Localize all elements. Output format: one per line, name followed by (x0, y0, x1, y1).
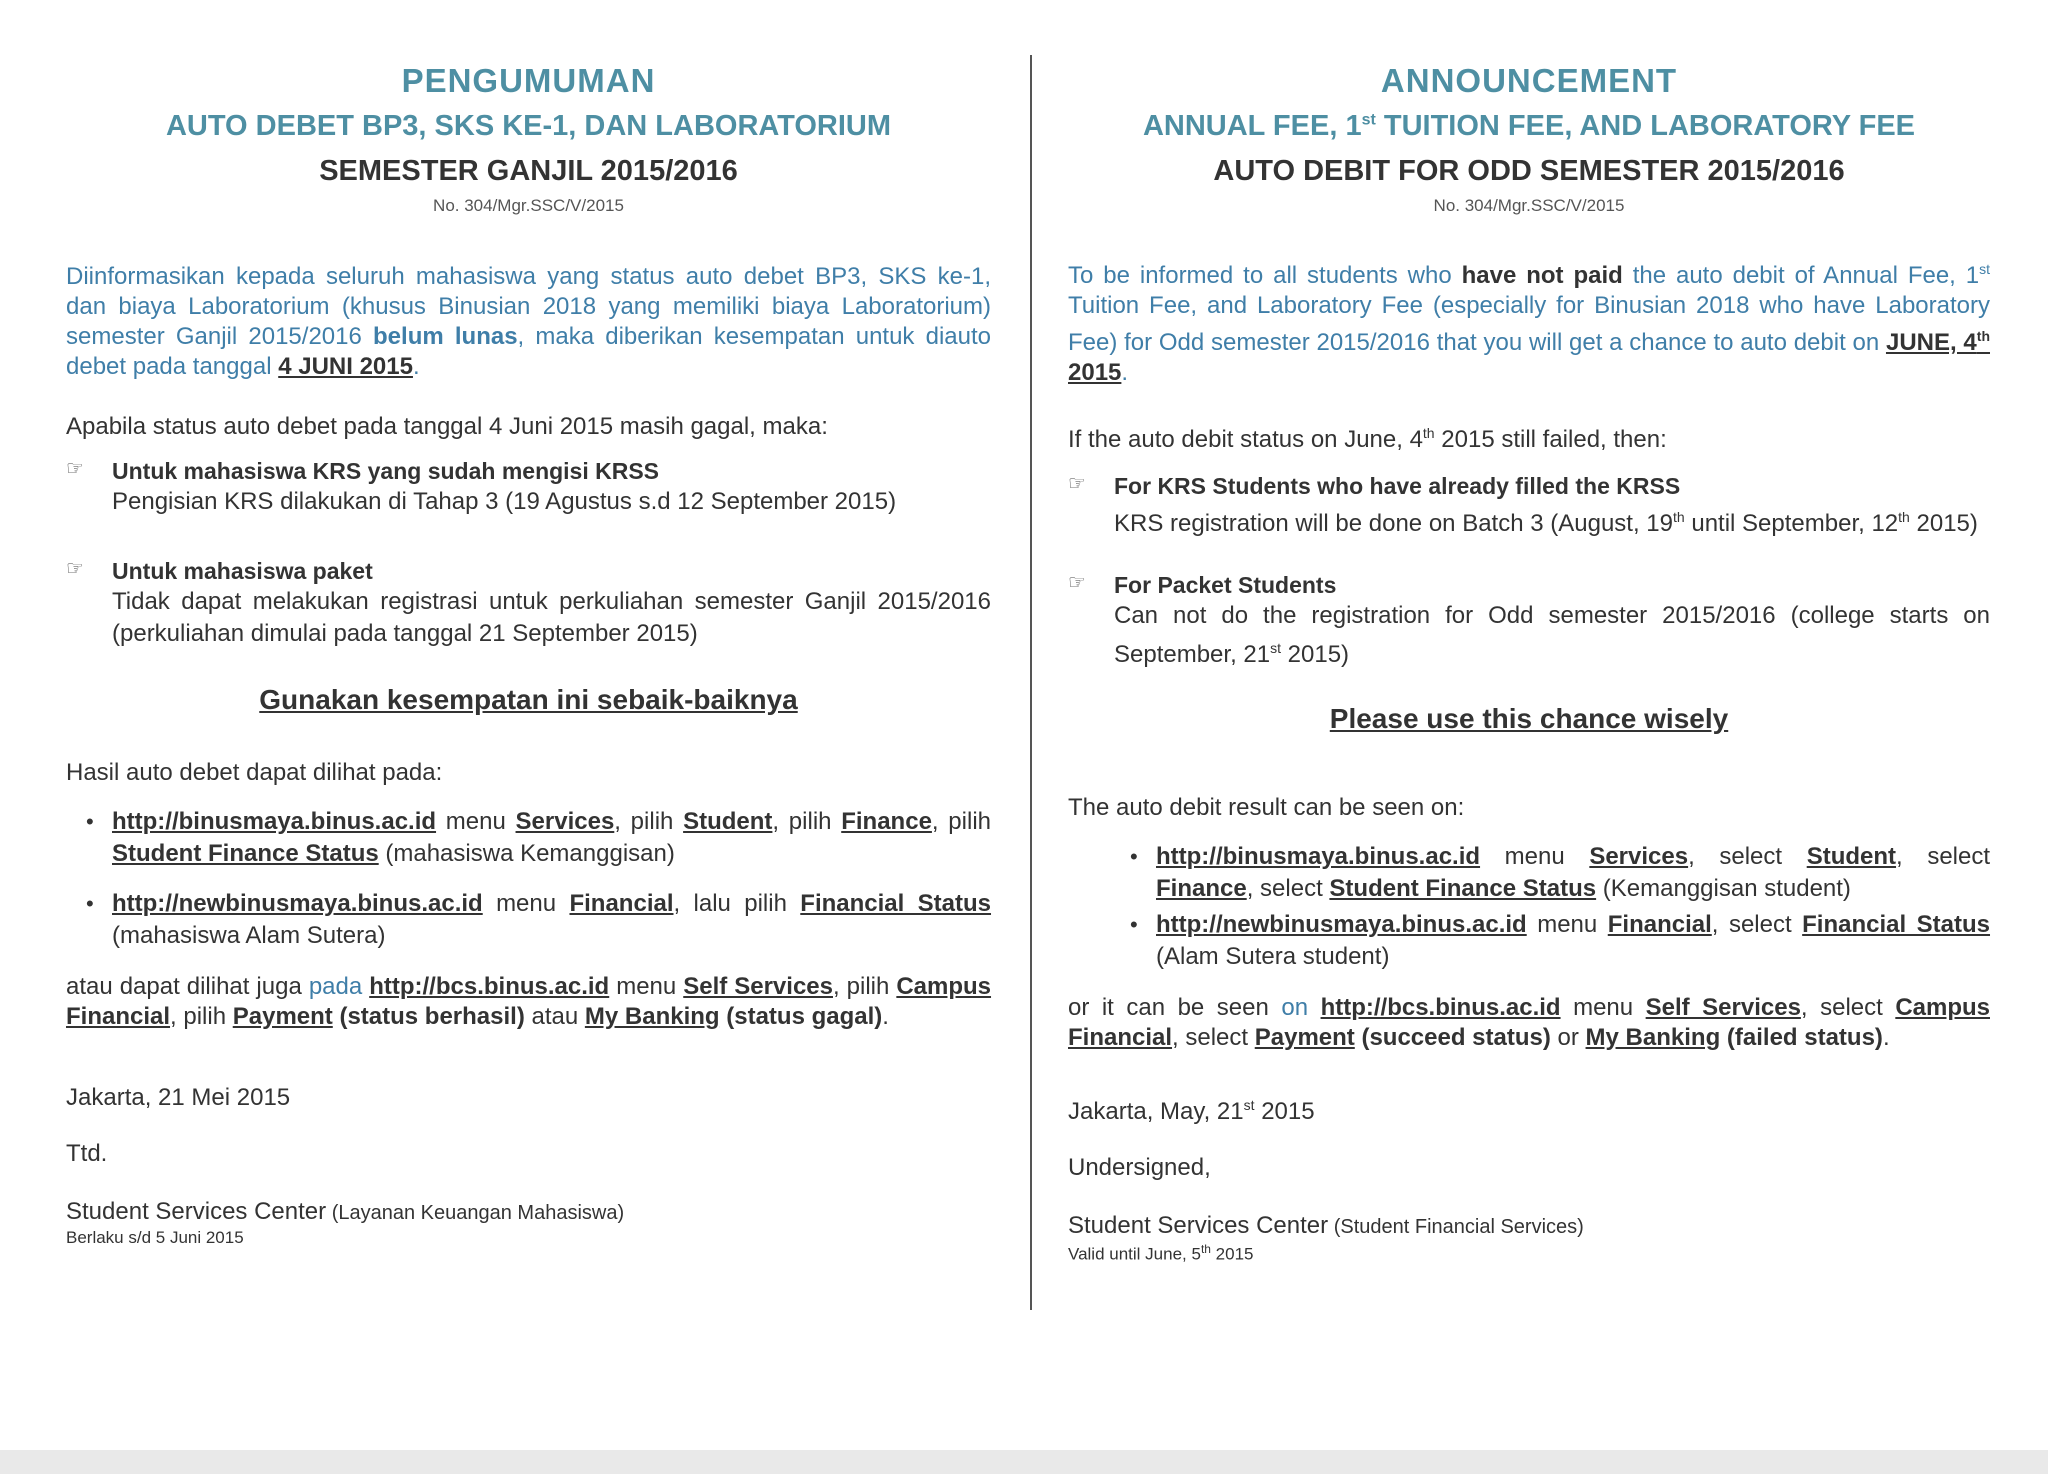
right-intro-date: JUNE, 4th 2015 (1068, 328, 1990, 386)
left-link-item: • http://newbinusmaya.binus.ac.id menu Financial, lalu pilih Financial Status (mahasiswa Alam Sutera) (66, 888, 991, 952)
right-bullet-packet (1068, 570, 1990, 671)
right-slogan: Please use this chance wisely (1329, 703, 1729, 734)
right-intro: To be informed to all students who have not paid the auto debit of Annual Fee, 1st Tuition Fee, and Laboratory Fee (especially for Binusian 2018 who have Laboratory Fee) for Odd semester 2015/2016 that you will get a chance to auto debit on JUNE, 4th 2015. (1068, 261, 1991, 386)
english-column (1068, 62, 1990, 1265)
right-bullet-packet-head: For Packet Students (1114, 572, 1337, 598)
bcs-link[interactable]: http://bcs.binus.ac.id (1320, 994, 1561, 1021)
left-bullet-paket-text: Tidak dapat melakukan registrasi untuk perkuliahan semester Ganjil 2015/2016 (perkuliahan dimulai pada tanggal 21 September 2015) (112, 588, 991, 647)
left-date: Jakarta, 21 Mei 2015 (66, 1084, 291, 1111)
binusmaya-link[interactable]: http://binusmaya.binus.ac.id (1156, 843, 1481, 870)
pointing-hand-icon: ☞ (66, 458, 84, 480)
left-bullet-krs-text: Pengisian KRS dilakukan di Tahap 3 (19 Agustus s.d 12 September 2015) (112, 488, 897, 515)
right-semester: AUTO DEBIT FOR ODD SEMESTER 2015/2016 (1213, 155, 1845, 187)
left-bullet-krs (66, 456, 991, 518)
right-signed: Undersigned, (1068, 1154, 1211, 1181)
right-bcs-text: or it can be seen on http://bcs.binus.ac.id menu Self Services, select Campus Financial, select Payment (succeed status) or My Banking (failed status). (1068, 994, 1990, 1051)
left-link-list (66, 806, 991, 952)
right-condition: If the auto debit status on June, 4th 2015 still failed, then: (1068, 425, 1667, 453)
pointing-hand-icon: ☞ (66, 558, 84, 580)
right-link-item: • http://binusmaya.binus.ac.id menu Services, select Student, select Finance, select Student Finance Status (Kemanggisan student) (1110, 841, 1990, 905)
left-bullet-krs-head: Untuk mahasiswa KRS yang sudah mengisi KRSS (112, 458, 660, 484)
newbinusmaya-link[interactable]: http://newbinusmaya.binus.ac.id (1156, 911, 1527, 938)
left-signature-center: Student Services Center (Layanan Keuangan Mahasiswa) (66, 1198, 625, 1225)
left-result-intro: Hasil auto debet dapat dilihat pada: (66, 759, 443, 786)
newbinusmaya-link[interactable]: http://newbinusmaya.binus.ac.id (112, 890, 483, 917)
pointing-hand-icon: ☞ (1068, 572, 1086, 594)
right-title: ANNOUNCEMENT (1380, 62, 1678, 99)
right-bullet-krs (1068, 471, 1990, 540)
left-intro-date: 4 JUNI 2015 (278, 353, 413, 380)
left-semester: SEMESTER GANJIL 2015/2016 (319, 155, 738, 187)
left-ref-no: No. 304/Mgr.SSC/V/2015 (433, 196, 624, 215)
right-bullet-krs-text: KRS registration will be done on Batch 3 (August, 19th until September, 12th 2015) (1114, 509, 1978, 537)
left-valid: Berlaku s/d 5 Juni 2015 (66, 1228, 244, 1247)
right-valid: Valid until June, 5th 2015 (1068, 1242, 1254, 1264)
left-header (66, 62, 991, 216)
left-subtitle: AUTO DEBET BP3, SKS KE-1, DAN LABORATORIUM (165, 110, 892, 142)
pointing-hand-icon: ☞ (1068, 473, 1086, 495)
right-result-intro: The auto debit result can be seen on: (1068, 794, 1465, 821)
left-condition: Apabila status auto debet pada tanggal 4 Juni 2015 masih gagal, maka: (66, 413, 828, 440)
column-divider (1030, 55, 1032, 1310)
right-bullet-krs-head: For KRS Students who have already filled the KRSS (1114, 473, 1681, 499)
binusmaya-link[interactable]: http://binusmaya.binus.ac.id (112, 808, 437, 835)
right-ref-no: No. 304/Mgr.SSC/V/2015 (1433, 196, 1625, 215)
left-title: PENGUMUMAN (401, 62, 656, 99)
right-link-item: • http://newbinusmaya.binus.ac.id menu Financial, select Financial Status (Alam Sutera student) (1110, 909, 1990, 973)
left-bcs-text: atau dapat dilihat juga pada http://bcs.binus.ac.id menu Self Services, pilih Campus Financial, pilih Payment (status berhasil) atau My Banking (status gagal). (66, 973, 992, 1030)
right-bullet-packet-text: Can not do the registration for Odd semester 2015/2016 (college starts on September, 21st 2015) (1114, 602, 1990, 668)
scan-bottom-band (0, 1450, 2048, 1474)
left-bullet-paket (66, 556, 991, 650)
left-signed: Ttd. (66, 1140, 108, 1167)
indonesian-column (66, 62, 991, 1248)
bcs-link[interactable]: http://bcs.binus.ac.id (369, 973, 610, 1000)
left-slogan: Gunakan kesempatan ini sebaik-baiknya (259, 684, 798, 715)
right-header (1068, 62, 1990, 216)
right-subtitle: ANNUAL FEE, 1st TUITION FEE, AND LABORATORY FEE (1142, 110, 1916, 142)
right-link-list (1068, 841, 1990, 973)
right-date: Jakarta, May, 21st 2015 (1068, 1097, 1315, 1125)
left-intro: Diinformasikan kepada seluruh mahasiswa yang status auto debet BP3, SKS ke-1, dan biaya Laboratorium (khusus Binusian 2018 yang memiliki biaya Laboratorium) semester Ganjil 2015/2016 belum lunas, maka diberikan kesempatan untuk diauto debet pada tanggal 4 JUNI 2015. (66, 263, 991, 380)
left-bullet-paket-head: Untuk mahasiswa paket (112, 558, 373, 584)
left-link-item: • http://binusmaya.binus.ac.id menu Services, pilih Student, pilih Finance, pilih Student Finance Status (mahasiswa Kemanggisan) (66, 806, 991, 870)
right-signature-center: Student Services Center (Student Financial Services) (1068, 1212, 1584, 1239)
